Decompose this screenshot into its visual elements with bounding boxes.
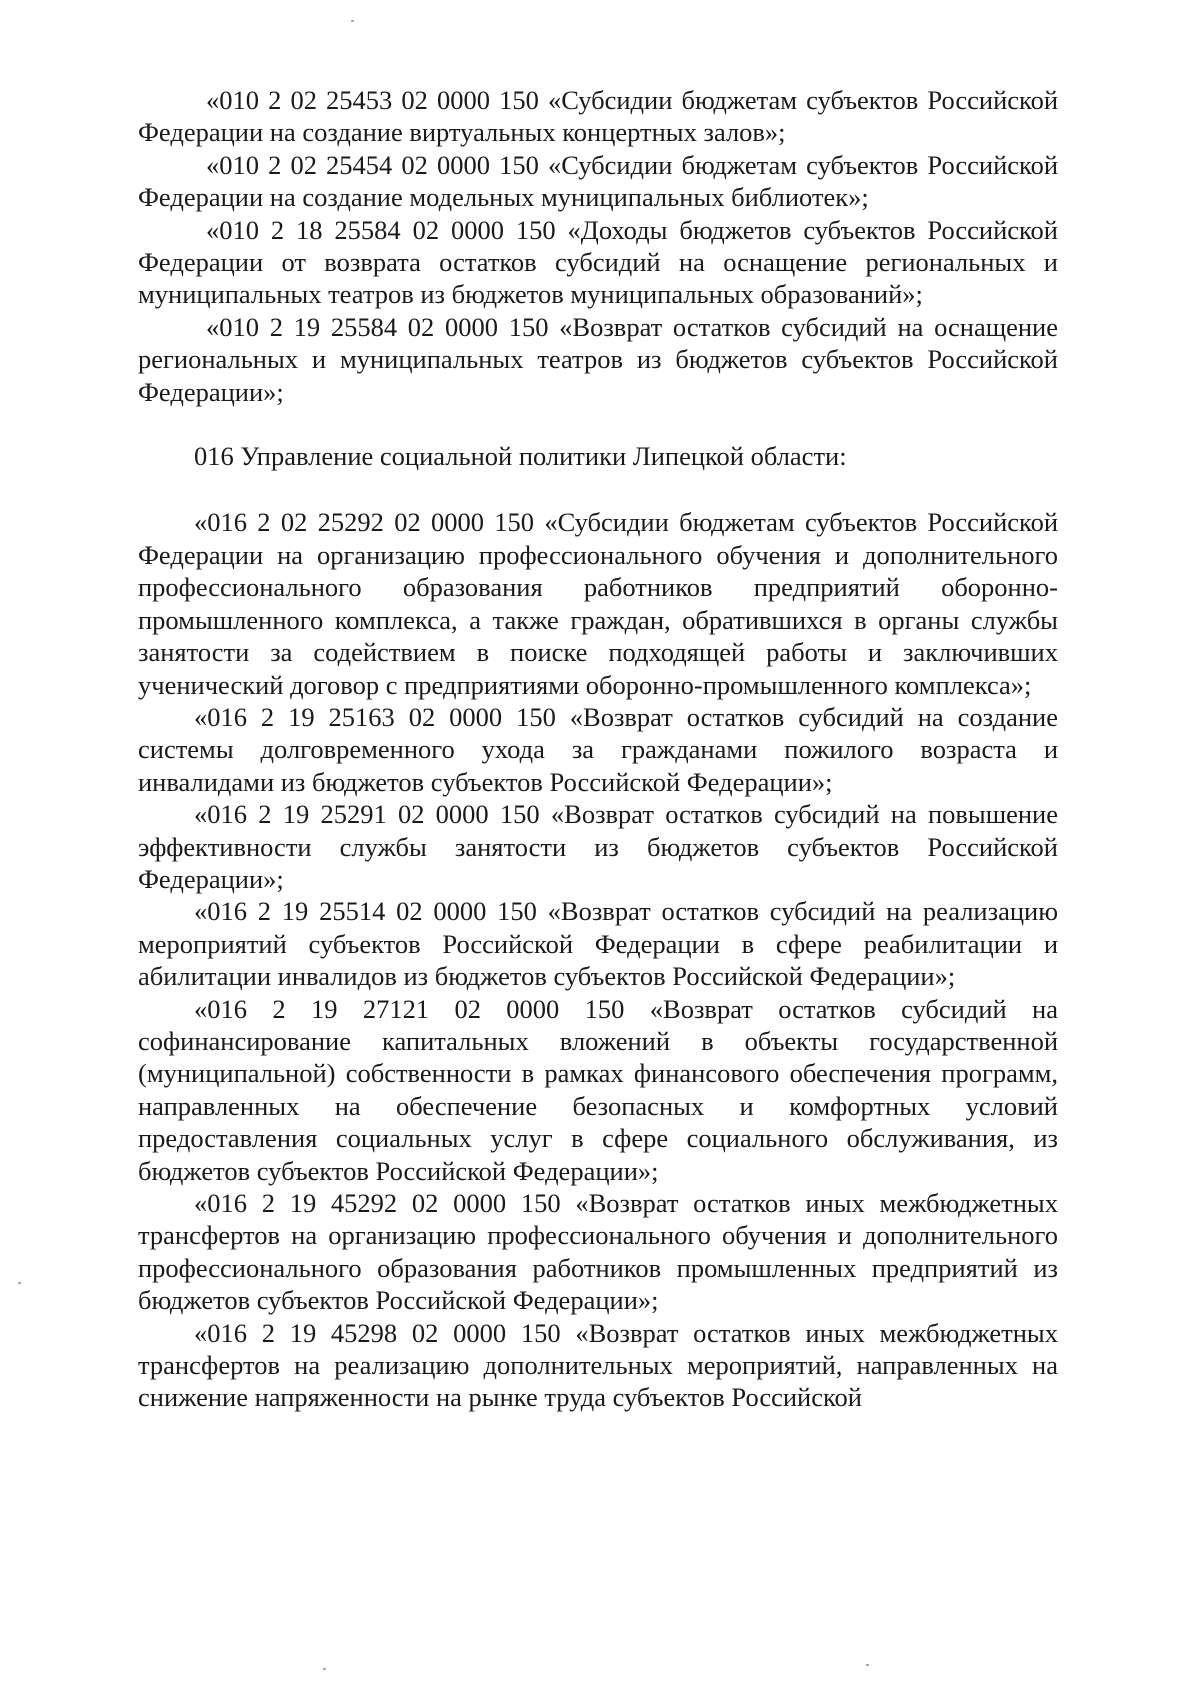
section-heading-016: 016 Управление социальной политики Липецкой области:: [194, 441, 847, 472]
scan-speck: [351, 20, 354, 22]
scan-speck: [866, 1664, 869, 1666]
budget-code-entry: «010 2 18 25584 02 0000 150 «Доходы бюджетов субъектов Российской Федерации от возврата остатков субсидий на оснащение региональных и муниципальных театров из бюджетов муниципальных образований»;: [138, 214, 1058, 310]
scan-speck: [18, 1282, 21, 1284]
budget-code-entry: «016 2 02 25292 02 0000 150 «Субсидии бюджетам субъектов Российской Федерации на организацию профессионального обучения и дополнительного профессионального образования работников предприятий оборонно-промышленного комплекса, а также граждан, обратившихся в органы службы занятости за содействием в поиске подходящей работы и заключивших ученический договор с предприятиями оборонно-промышленного комплекса»;: [138, 507, 1058, 700]
budget-code-entry: «016 2 19 25514 02 0000 150 «Возврат остатков субсидий на реализацию мероприятий субъектов Российской Федерации в сфере реабилитации и абилитации инвалидов из бюджетов субъектов Российской Федерации»;: [138, 896, 1058, 992]
document-page: [138, 84, 1058, 1414]
budget-code-entry: «016 2 19 45298 02 0000 150 «Возврат остатков иных межбюджетных трансфертов на реализацию дополнительных мероприятий, направленных на снижение напряженности на рынке труда субъектов Российской: [138, 1317, 1058, 1413]
budget-code-entry: «016 2 19 45292 02 0000 150 «Возврат остатков иных межбюджетных трансфертов на организацию профессионального обучения и дополнительного профессионального образования работников промышленных предприятий из бюджетов субъектов Российской Федерации»;: [138, 1188, 1058, 1316]
section-010: [138, 84, 1058, 408]
scan-speck: [323, 1668, 326, 1670]
budget-code-entry: «010 2 19 25584 02 0000 150 «Возврат остатков субсидий на оснащение региональных и муниципальных театров из бюджетов субъектов Российской Федерации»;: [138, 311, 1058, 407]
budget-code-entry: «016 2 19 27121 02 0000 150 «Возврат остатков субсидий на софинансирование капитальных вложений в объекты государственной (муниципальной) собственности в рамках финансового обеспечения программ, направленных на обеспечение безопасных и комфортных условий предоставления социальных услуг в сфере социального обслуживания, из бюджетов субъектов Российской Федерации»;: [138, 993, 1058, 1186]
budget-code-entry: «010 2 02 25454 02 0000 150 «Субсидии бюджетам субъектов Российской Федерации на создание модельных муниципальных библиотек»;: [138, 149, 1058, 213]
budget-code-entry: «010 2 02 25453 02 0000 150 «Субсидии бюджетам субъектов Российской Федерации на создание виртуальных концертных залов»;: [138, 85, 1058, 148]
section-016: [138, 506, 1058, 1413]
budget-code-entry: «016 2 19 25291 02 0000 150 «Возврат остатков субсидий на повышение эффективности службы занятости из бюджетов субъектов Российской Федерации»;: [138, 799, 1058, 894]
budget-code-entry: «016 2 19 25163 02 0000 150 «Возврат остатков субсидий на создание системы долговременного ухода за гражданами пожилого возраста и инвалидами из бюджетов субъектов Российской Федерации»;: [138, 701, 1058, 797]
